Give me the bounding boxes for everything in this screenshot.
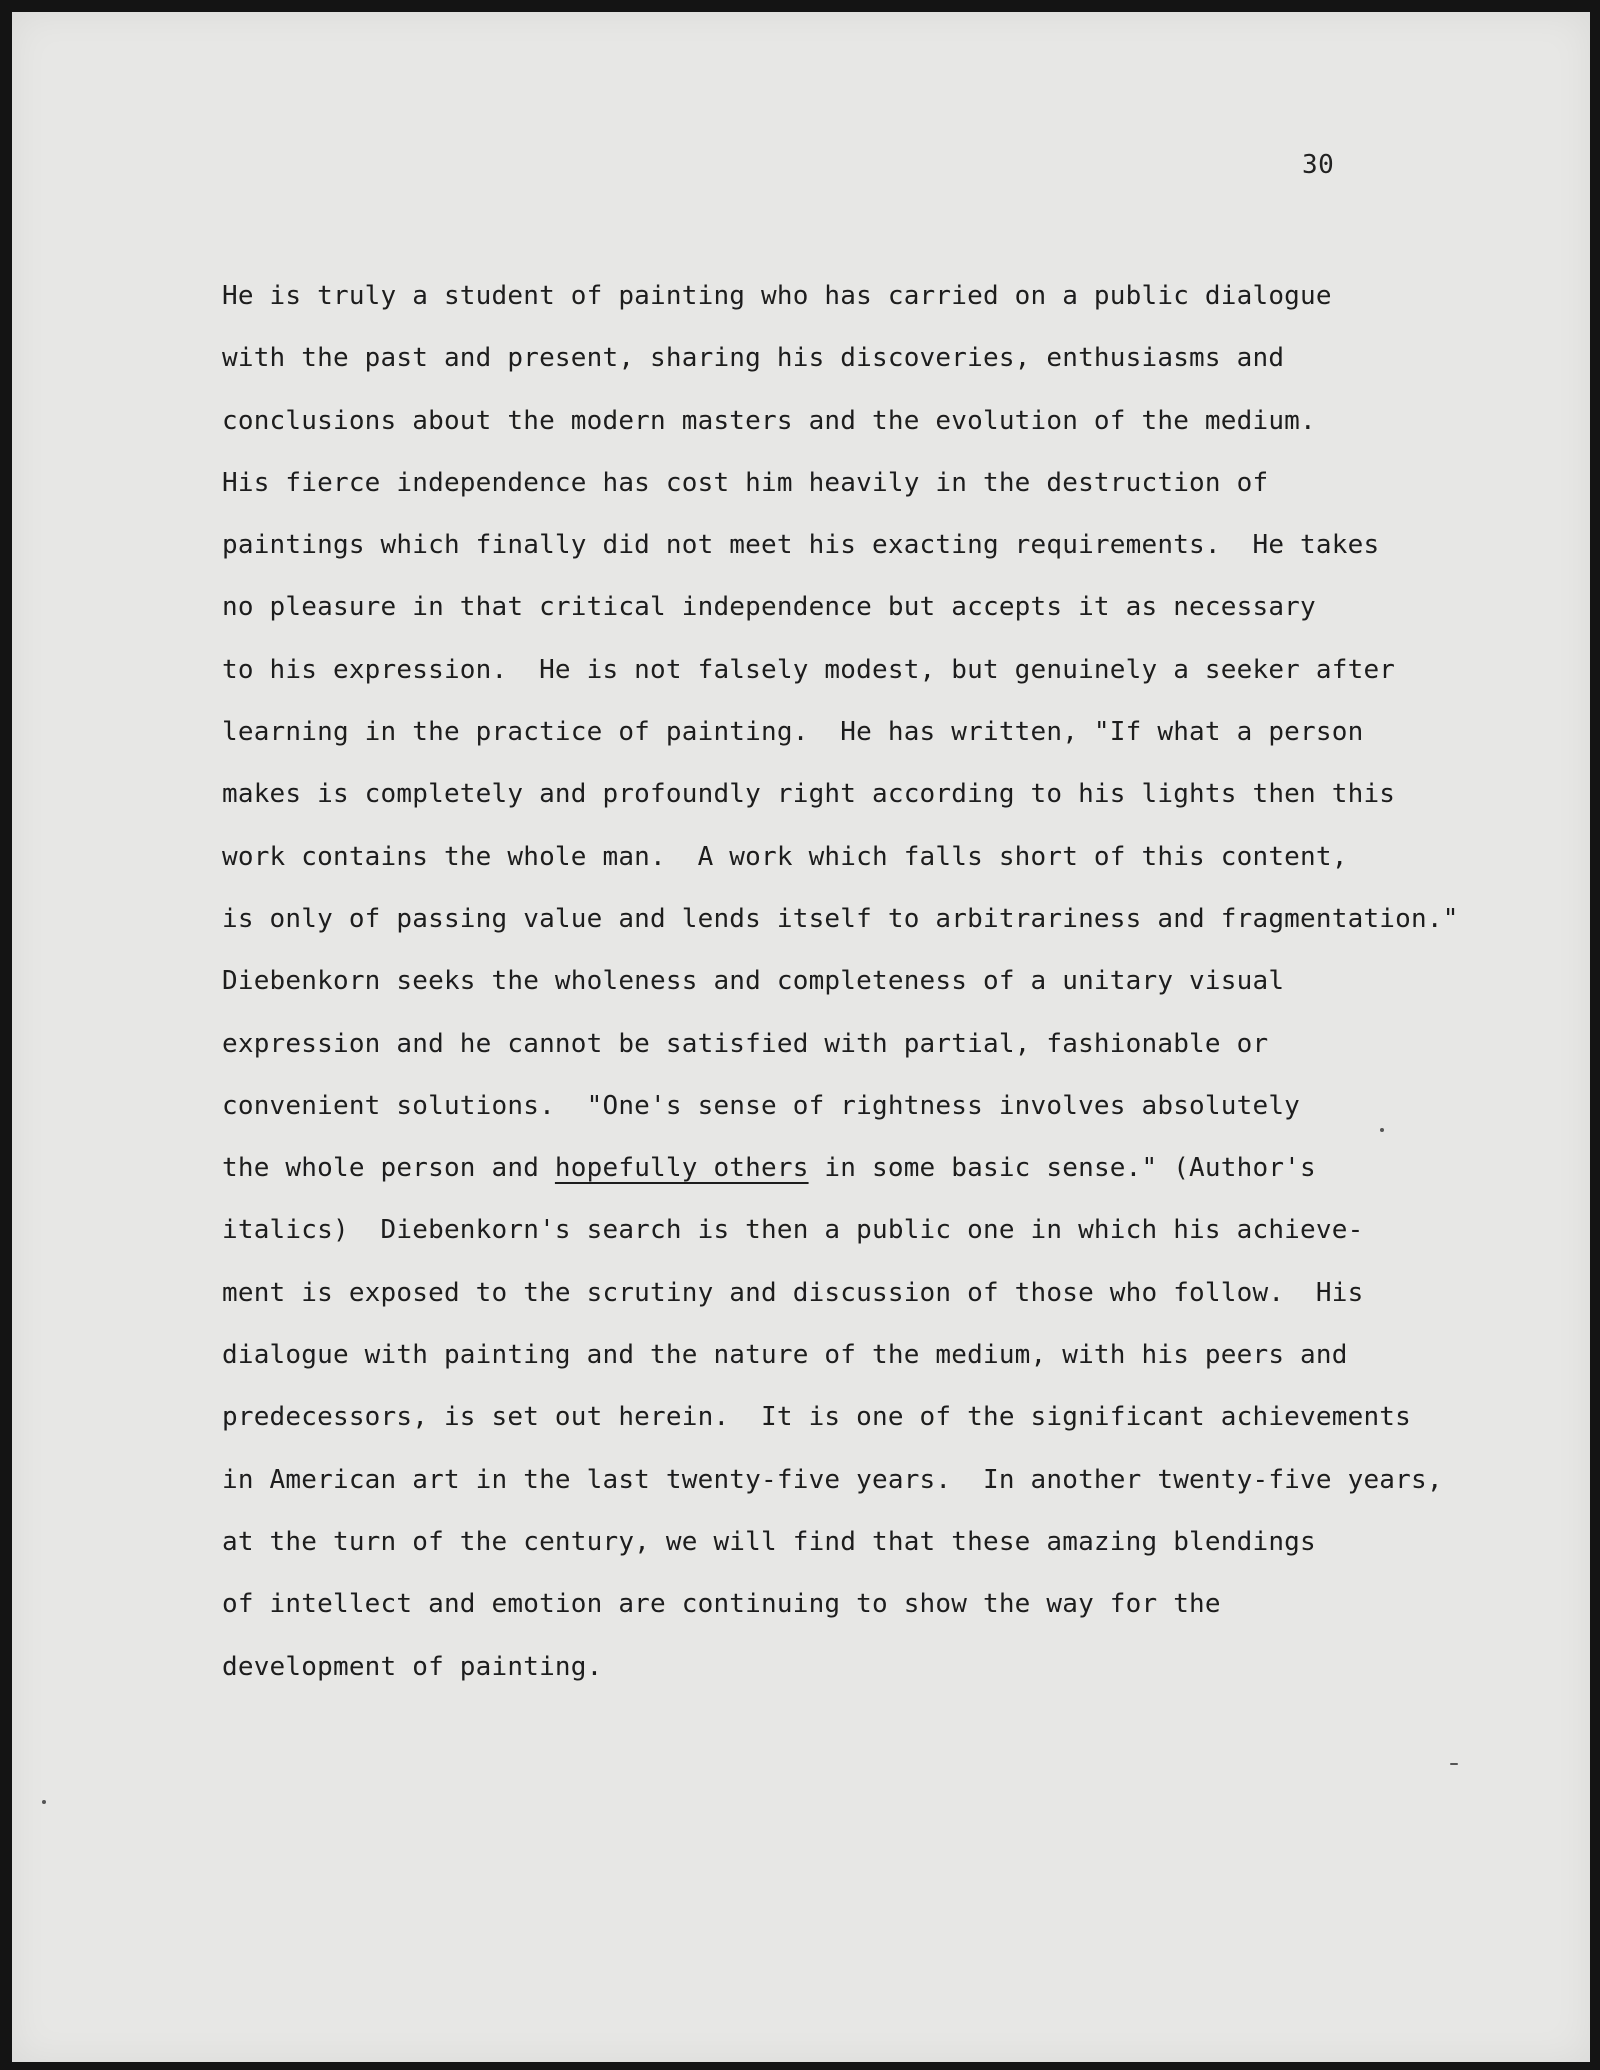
text-line: convenient solutions. "One's sense of rightness involves absolutely bbox=[222, 1090, 1301, 1121]
underlined-phrase: hopefully others bbox=[554, 1153, 809, 1184]
text-line: is only of passing value and lends itself to arbitrariness and fragmentation." bbox=[222, 903, 1459, 934]
text-line: at the turn of the century, we will find that these amazing blendings bbox=[222, 1526, 1316, 1557]
text-line: paintings which finally did not meet his exacting requirements. He takes bbox=[222, 530, 1380, 561]
text-line: Diebenkorn seeks the wholeness and completeness of a unitary visual bbox=[222, 966, 1285, 997]
text-line: italics) Diebenkorn's search is then a public one in which his achieve- bbox=[222, 1215, 1364, 1246]
text-line: no pleasure in that critical independence but accepts it as necessary bbox=[222, 592, 1316, 623]
text-line: work contains the whole man. A work which falls short of this content, bbox=[222, 841, 1348, 872]
text-line: of intellect and emotion are continuing to show the way for the bbox=[222, 1589, 1221, 1620]
text-line: He is truly a student of painting who has carried on a public dialogue bbox=[222, 281, 1332, 311]
paper-speck bbox=[1450, 1763, 1458, 1765]
text-segment: the whole person and bbox=[222, 1153, 555, 1184]
document-page bbox=[12, 12, 1590, 2062]
paper-speck bbox=[42, 1800, 46, 1804]
text-line: development of painting. bbox=[222, 1651, 603, 1682]
text-segment: in some basic sense." (Author's bbox=[808, 1153, 1316, 1184]
text-line: learning in the practice of painting. He has written, "If what a person bbox=[222, 717, 1364, 748]
text-line: in American art in the last twenty-five years. In another twenty-five years, bbox=[222, 1464, 1443, 1495]
body-text bbox=[222, 274, 1482, 1707]
paper-speck bbox=[1380, 1128, 1384, 1132]
text-line: ment is exposed to the scrutiny and discussion of those who follow. His bbox=[222, 1277, 1364, 1308]
text-line: expression and he cannot be satisfied with partial, fashionable or bbox=[222, 1028, 1269, 1059]
text-line: conclusions about the modern masters and the evolution of the medium. bbox=[222, 405, 1316, 436]
text-line: dialogue with painting and the nature of the medium, with his peers and bbox=[222, 1340, 1348, 1371]
text-line: makes is completely and profoundly right according to his lights then this bbox=[222, 779, 1396, 810]
text-line-with-underline bbox=[222, 1146, 1482, 1208]
text-line: predecessors, is set out herein. It is one of the significant achievements bbox=[222, 1402, 1411, 1433]
page-number: 30 bbox=[1302, 150, 1335, 180]
text-line: with the past and present, sharing his discoveries, enthusiasms and bbox=[222, 343, 1285, 374]
text-line: His fierce independence has cost him heavily in the destruction of bbox=[222, 467, 1269, 498]
text-line: to his expression. He is not falsely modest, but genuinely a seeker after bbox=[222, 654, 1396, 685]
